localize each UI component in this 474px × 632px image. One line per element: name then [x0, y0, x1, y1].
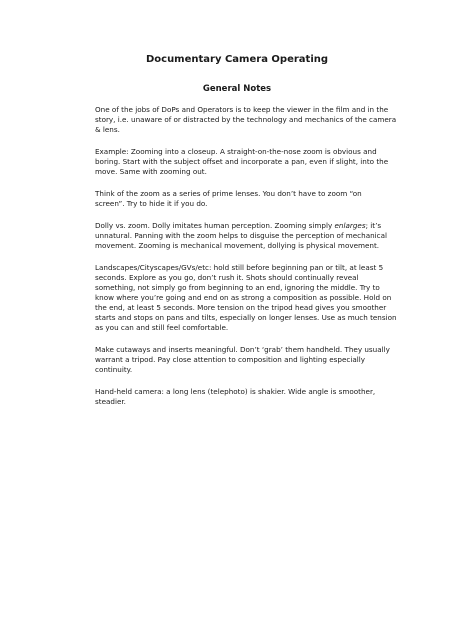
text-line: movement. Zooming is mechanical movement, dollying is physical movement. [95, 241, 380, 250]
text-line: unnatural. Panning with the zoom helps to disguise the perception of mechanical [95, 231, 388, 240]
text-line: & lens. [95, 125, 120, 134]
paragraph-handheld [95, 387, 405, 407]
text-line: move. Same with zooming out. [95, 167, 207, 176]
text-line: Dolly vs. zoom. Dolly imitates human perception. Zooming simply enlarges; it’s [95, 221, 382, 230]
section-heading: General Notes [202, 84, 272, 94]
paragraph-landscapes [95, 263, 405, 333]
text-line: something, not simply go from beginning to an end, ignoring the middle. Try to [95, 283, 380, 292]
text-line: warrant a tripod. Pay close attention to composition and lighting especially [95, 355, 365, 364]
paragraph-dolly-vs-zoom [95, 221, 405, 251]
text-line: steadier. [95, 397, 126, 406]
paragraph-zoom-primes [95, 189, 405, 209]
text-line: boring. Start with the subject offset and incorporate a pan, even if slight, into the [95, 157, 389, 166]
text-line: seconds. Explore as you go, don’t rush it. Shots should continually reveal [95, 273, 359, 282]
document-body [95, 105, 405, 419]
text-line: story, i.e. unaware of or distracted by the technology and mechanics of the camera [95, 115, 397, 124]
paragraph-cutaways [95, 345, 405, 375]
text-line: the end, at least 5 seconds. More tension on the tripod head gives you smoother [95, 303, 387, 312]
text-line: Make cutaways and inserts meaningful. Don’t ‘grab’ them handheld. They usually [95, 345, 390, 354]
text-line: Landscapes/Cityscapes/GVs/etc: hold still before beginning pan or tilt, at least 5 [95, 263, 384, 272]
text-line: screen”. Try to hide it if you do. [95, 199, 208, 208]
document-title: Documentary Camera Operating [145, 54, 329, 65]
text-line: know where you’re going and end on as strong a composition as possible. Hold on [95, 293, 392, 302]
text-line: Example: Zooming into a closeup. A straight-on-the-nose zoom is obvious and [95, 147, 377, 156]
text-line: One of the jobs of DoPs and Operators is to keep the viewer in the film and in the [95, 105, 389, 114]
paragraph-intro [95, 105, 405, 135]
text-line: Hand-held camera: a long lens (telephoto) is shakier. Wide angle is smoother, [95, 387, 376, 396]
text-line: continuity. [95, 365, 133, 374]
paragraph-example [95, 147, 405, 177]
text-line: as you can and still feel comfortable. [95, 323, 229, 332]
text-line: Think of the zoom as a series of prime lenses. You don’t have to zoom “on [95, 189, 362, 198]
text-line: starts and stops on pans and tilts, especially on longer lenses. Use as much tension [95, 313, 397, 322]
